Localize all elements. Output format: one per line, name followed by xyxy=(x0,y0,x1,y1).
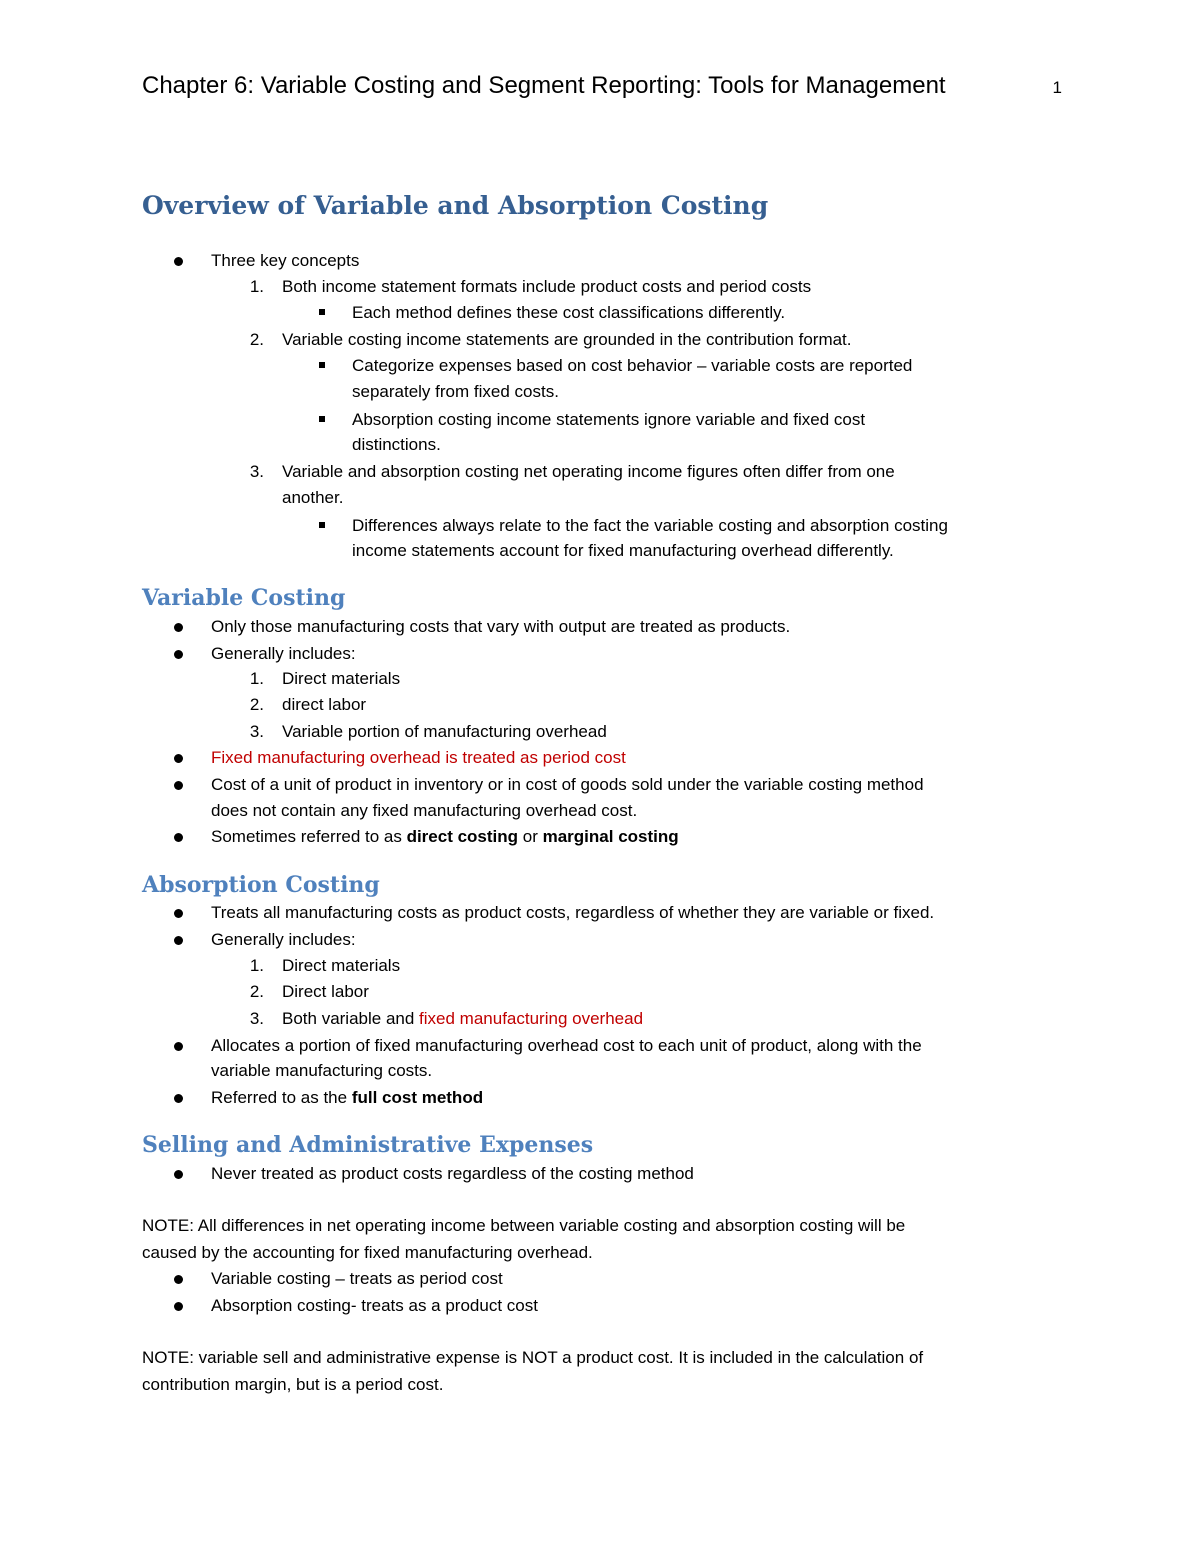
variable-item-2: direct labor xyxy=(282,695,367,714)
term-full-cost-method: full cost method xyxy=(351,1088,484,1107)
bullet-icon xyxy=(174,754,183,763)
bullet-icon xyxy=(174,1302,183,1311)
fixed-overhead-emphasis: fixed manufacturing overhead xyxy=(419,1009,644,1028)
text-run: or xyxy=(518,827,543,846)
variable-bullet-4-cont: does not contain any fixed manufacturing overhead cost. xyxy=(211,801,638,820)
variable-bullet-1: Only those manufacturing costs that vary with output are treated as products. xyxy=(211,617,791,636)
variable-bullet-5 xyxy=(211,824,679,850)
note-2-line-2: contribution margin, but is a period cost. xyxy=(142,1375,444,1394)
overview-item-1: Both income statement formats include product costs and period costs xyxy=(282,277,812,296)
bullet-icon xyxy=(174,1042,183,1051)
bullet-icon xyxy=(174,1094,183,1103)
variable-item-1: Direct materials xyxy=(282,669,401,688)
bullet-icon xyxy=(174,1275,183,1284)
note-1-bullet-1: Variable costing – treats as period cost xyxy=(211,1269,503,1288)
variable-bullet-2: Generally includes: xyxy=(211,644,356,663)
bullet-icon xyxy=(174,650,183,659)
absorption-bullet-2: Generally includes: xyxy=(211,930,356,949)
absorption-item-2: Direct labor xyxy=(282,982,369,1001)
overview-item-2-sub-1: Categorize expenses based on cost behavior – variable costs are reported xyxy=(352,356,913,375)
overview-item-2-sub-2: Absorption costing income statements ignore variable and fixed cost xyxy=(352,410,866,429)
note-1-bullet-2: Absorption costing- treats as a product cost xyxy=(211,1296,538,1315)
text-run: Referred to as the xyxy=(211,1088,352,1107)
overview-item-3: Variable and absorption costing net operating income figures often differ from one xyxy=(282,462,895,481)
variable-bullet-4: Cost of a unit of product in inventory or in cost of goods sold under the variable costing method xyxy=(211,775,924,794)
overview-bullet: Three key concepts xyxy=(211,251,360,270)
bullet-icon xyxy=(174,1170,183,1179)
page-number: 1 xyxy=(1052,78,1062,97)
square-bullet-icon xyxy=(319,309,325,315)
bullet-icon xyxy=(174,833,183,842)
absorption-item-1: Direct materials xyxy=(282,956,401,975)
selling-admin-bullet: Never treated as product costs regardless of the costing method xyxy=(211,1164,694,1183)
list-number: 3. xyxy=(249,1009,264,1028)
selling-admin-heading: Selling and Administrative Expenses xyxy=(142,1132,594,1158)
variable-bullet-3: Fixed manufacturing overhead is treated as period cost xyxy=(211,748,626,767)
overview-item-3-sub-cont: income statements account for fixed manufacturing overhead differently. xyxy=(352,541,894,560)
bullet-icon xyxy=(174,781,183,790)
square-bullet-icon xyxy=(319,416,325,422)
list-number: 1. xyxy=(249,956,264,975)
term-marginal-costing: marginal costing xyxy=(542,827,679,846)
overview-item-2-sub-1-cont: separately from fixed costs. xyxy=(352,382,559,401)
list-number: 1. xyxy=(249,277,264,296)
absorption-bullet-3: Allocates a portion of fixed manufacturing overhead cost to each unit of product, along with the xyxy=(211,1036,922,1055)
list-number: 2. xyxy=(249,982,264,1001)
bullet-icon xyxy=(174,623,183,632)
absorption-item-3 xyxy=(282,1006,643,1032)
bullet-icon xyxy=(174,257,183,266)
note-1-line-2: caused by the accounting for fixed manufacturing overhead. xyxy=(142,1243,593,1262)
square-bullet-icon xyxy=(319,522,325,528)
text-run: Sometimes referred to as xyxy=(211,827,407,846)
overview-item-3-sub: Differences always relate to the fact the variable costing and absorption costing xyxy=(352,516,948,535)
list-number: 2. xyxy=(249,330,264,349)
list-number: 2. xyxy=(249,695,264,714)
overview-item-2-sub-2-cont: distinctions. xyxy=(352,435,441,454)
absorption-costing-heading: Absorption Costing xyxy=(142,872,380,898)
absorption-bullet-1: Treats all manufacturing costs as product costs, regardless of whether they are variable or fixed. xyxy=(211,903,935,922)
list-number: 1. xyxy=(249,669,264,688)
variable-costing-heading: Variable Costing xyxy=(142,585,346,611)
square-bullet-icon xyxy=(319,362,325,368)
list-number: 3. xyxy=(249,462,264,481)
absorption-bullet-3-cont: variable manufacturing costs. xyxy=(211,1061,433,1080)
bullet-icon xyxy=(174,936,183,945)
note-2-line-1: NOTE: variable sell and administrative expense is NOT a product cost. It is included in the calculation of xyxy=(142,1348,924,1367)
overview-item-1-sub: Each method defines these cost classifications differently. xyxy=(352,303,786,322)
overview-item-3-cont: another. xyxy=(282,488,344,507)
text-run: Both variable and xyxy=(282,1009,420,1028)
absorption-bullet-4 xyxy=(211,1085,483,1111)
page-header xyxy=(142,72,1062,108)
variable-item-3: Variable portion of manufacturing overhead xyxy=(282,722,607,741)
list-number: 3. xyxy=(249,722,264,741)
chapter-title: Chapter 6: Variable Costing and Segment Reporting: Tools for Management xyxy=(142,72,946,99)
term-direct-costing: direct costing xyxy=(406,827,519,846)
bullet-icon xyxy=(174,909,183,918)
overview-item-2: Variable costing income statements are grounded in the contribution format. xyxy=(282,330,852,349)
overview-heading: Overview of Variable and Absorption Costing xyxy=(142,191,769,220)
note-1-line-1: NOTE: All differences in net operating income between variable costing and absorption costing will be xyxy=(142,1216,906,1235)
